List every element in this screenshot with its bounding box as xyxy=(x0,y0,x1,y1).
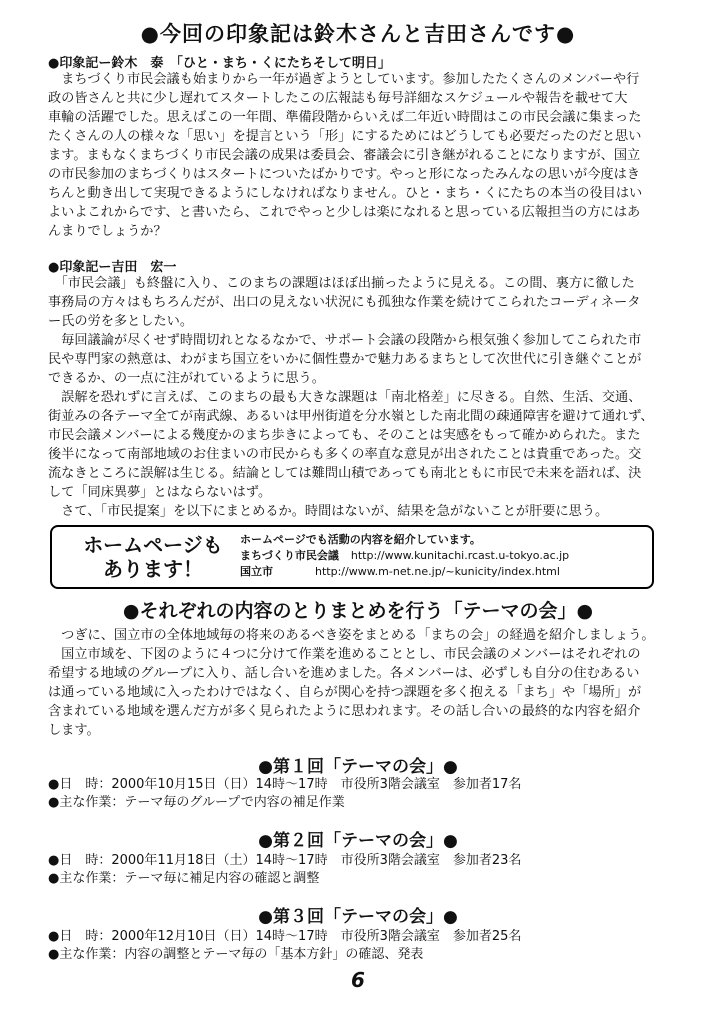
essay1-heading: ●印象記ー鈴木 泰 「ひと・まち・くにたちそして明日」 xyxy=(48,56,391,71)
text-line: つぎに、国立市の全体地域毎の将来のあるべき姿をまとめる「まちの会」の経過を紹介しましょう。 xyxy=(48,628,655,643)
text-line: 流なきところに誤解は生じる。結論としては難問山積であっても南北ともに市民で未来を語れば、決 xyxy=(48,466,642,481)
homepage-intro: ホームページでも活動の内容を紹介しています。 xyxy=(240,533,481,546)
text-line: 「市民会議」も終盤に入り、このまちの課題はほぼ出揃ったように見える。この間、裏方に徹した xyxy=(48,276,635,291)
text-line: 誤解を恐れずに言えば、このまちの最も大きな課題は「南北格差」に尽きる。自然、生活、交通、 xyxy=(48,390,642,405)
homepage-info xyxy=(240,532,569,580)
text-line: さて、「市民提案」を以下にまとめるか。時間はないが、結果を急がないことが肝要に思う。 xyxy=(48,504,609,519)
text-line: 国立市域を、下図のように４つに分けて作業を進めることとし、市民会議のメンバーはそれぞれの xyxy=(48,647,641,662)
meeting-work: ●主な作業：内容の調整とテーマ毎の「基本方針」の確認、発表 xyxy=(48,947,424,962)
text-line: まちづくり市民会議も始まりから一年が過ぎようとしています。参加したたくさんのメンバーや行 xyxy=(48,72,640,87)
essay2-heading: ●印象記ー吉田 宏一 xyxy=(48,260,177,275)
homepage-box xyxy=(50,525,654,589)
meeting-date: ●日 時：2000年12月10日（日）14時〜17時 市役所3階会議室 参加者25名 xyxy=(48,929,522,944)
text-line: 含まれている地域を選んだ方が多く見られたように思われます。その話し合いの最終的な内容を紹介 xyxy=(48,704,641,719)
text-line: ます。まもなくまちづくり市民会議の成果は委員会、審議会に引き継がれることになりますが、国立 xyxy=(48,148,641,163)
text-line: 希望する地域のグループに入り、話し合いを進めました。各メンバーは、必ずしも自分の住むあるい xyxy=(48,666,640,681)
text-line: できるか、の一点に注がれているように思う。 xyxy=(48,371,325,386)
text-line: は通っている地域に入ったわけではなく、自らが関心を持つ課題を多く抱える「まち」や「場所」が xyxy=(48,685,642,700)
text-line: します。 xyxy=(48,723,100,738)
section-title: ●それぞれの内容のとりまとめを行う「テーマの会」● xyxy=(122,600,594,622)
homepage-title-line: ホームページも xyxy=(83,533,223,557)
text-line: 毎回議論が尽くせず時間切れとなるなかで、サポート会議の段階から根気強く参加してこられた市 xyxy=(48,333,642,348)
site-url-link[interactable]: http://www.kunitachi.rcast.u-tokyo.ac.jp xyxy=(350,549,570,562)
meeting-date: ●日 時：2000年10月15日（日）14時〜17時 市役所3階会議室 参加者17名 xyxy=(48,777,522,792)
site-name: 国立市 xyxy=(240,565,273,578)
homepage-site-row xyxy=(240,564,569,580)
meeting-title: ●第３回「テーマの会」● xyxy=(258,907,458,927)
meeting-work: ●主な作業：テーマ毎のグループで内容の補足作業 xyxy=(48,795,345,810)
text-line: 政の皆さんと共に少し遅れてスタートしたこの広報誌も毎号詳細なスケジュールや報告を載せて大 xyxy=(48,91,628,106)
meeting-work: ●主な作業：テーマ毎に補足内容の確認と調整 xyxy=(48,871,320,886)
page-number: 6 xyxy=(351,968,365,992)
homepage-site-row xyxy=(240,548,569,564)
text-line: 街並みの各テーマ全てが南武線、あるいは甲州街道を分水嶺とした南北間の疎通障害を避けて通れず、 xyxy=(48,409,654,424)
section-body xyxy=(48,626,670,740)
text-line: 市民会議メンバーによる幾度かのまち歩きによっても、そのことは実感をもって確かめられた。また xyxy=(48,428,641,443)
text-line: 民や専門家の熱意は、わがまち国立をいかに個性豊かで魅力あるまちとして次世代に引き継ぐことが xyxy=(48,352,642,367)
text-line: の市民参加のまちづくりはスタートについたばかりです。やっと形になったみんなの思いが今度はき xyxy=(48,167,640,182)
text-line: して「同床異夢」とはならないはず。 xyxy=(48,485,272,500)
text-line: 車輪の活躍でした。思えばこの一年間、準備段階からいえば二年近い時間はこの市民会議に集まった xyxy=(48,110,642,125)
essay1-body xyxy=(48,70,670,241)
text-line: んまりでしょうか？ xyxy=(48,224,167,239)
page-title: ●今回の印象記は鈴木さんと吉田さんです● xyxy=(140,22,576,46)
homepage-title-line: あります！ xyxy=(103,557,203,581)
homepage-box-title xyxy=(68,533,238,581)
essay2-body xyxy=(48,274,670,521)
meeting-title: ●第２回「テーマの会」● xyxy=(258,831,458,851)
text-line: 事務局の方々はもちろんだが、出口の見えない状況にも孤独な作業を続けてこられたコーディネータ xyxy=(48,295,641,310)
text-line: 後半になって南部地域のお住まいの市民からも多くの率直な意見が出されたことは貴重であった。交 xyxy=(48,447,642,462)
text-line: たくさんの人の様々な「思い」を提言という「形」にするためにはどうしても必要だったのだと思い xyxy=(48,129,642,144)
meeting-date: ●日 時：2000年11月18日（土）14時〜17時 市役所3階会議室 参加者23名 xyxy=(48,853,522,868)
text-line: ちんと動き出して実現できるようにしなければなりません。ひと・まち・くにたちの本当の役目はい xyxy=(48,186,643,201)
site-url-link[interactable]: http://www.m-net.ne.jp/~kunicity/index.html xyxy=(315,565,560,578)
text-line: よいよこれからです、と書いたら、これでやっと少しは楽になれると思っている広報担当の方にはあ xyxy=(48,205,641,220)
text-line: ー氏の労を多としたい。 xyxy=(48,314,194,329)
site-name: まちづくり市民会議 xyxy=(240,549,339,562)
meeting-title: ●第１回「テーマの会」● xyxy=(258,757,458,777)
